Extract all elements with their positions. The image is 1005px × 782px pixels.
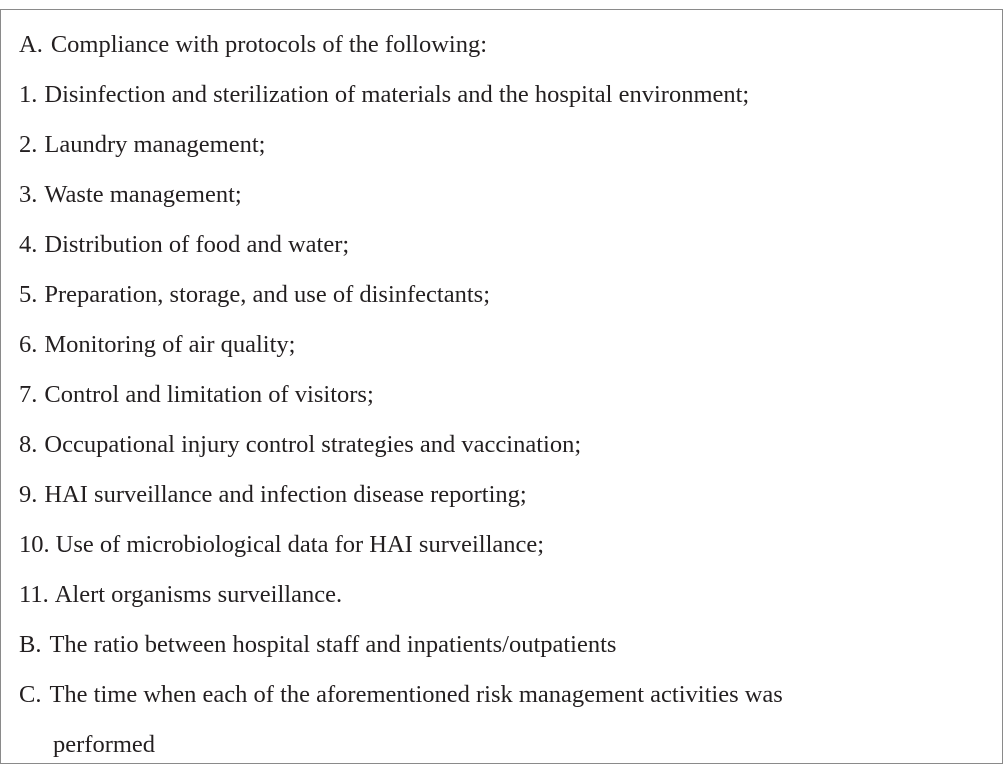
list-item-4: [19, 220, 992, 270]
item-text: Disinfection and sterilization of materials and the hospital environment;: [44, 81, 750, 108]
item-text: HAI surveillance and infection disease reporting;: [44, 481, 527, 508]
item-text: Compliance with protocols of the following:: [50, 31, 487, 58]
item-number: 10.: [19, 531, 50, 558]
list-item-9: [19, 470, 992, 520]
item-text: Monitoring of air quality;: [44, 331, 296, 358]
item-number: 3.: [19, 181, 38, 208]
list-item-8: [19, 420, 992, 470]
list-item-1: [19, 70, 992, 120]
item-number: 2.: [19, 131, 38, 158]
item-number: B.: [19, 631, 42, 658]
item-number: C.: [19, 681, 42, 708]
item-text: Control and limitation of visitors;: [44, 381, 374, 408]
list-item-6: [19, 320, 992, 370]
item-text: Alert organisms surveillance.: [54, 581, 343, 608]
item-number: 1.: [19, 81, 38, 108]
item-text: Distribution of food and water;: [44, 231, 350, 258]
list-item-2: [19, 120, 992, 170]
checklist: [19, 20, 992, 770]
item-number: 9.: [19, 481, 38, 508]
item-text: Laundry management;: [44, 131, 266, 158]
item-number: 4.: [19, 231, 38, 258]
item-text: Use of microbiological data for HAI surveillance;: [55, 531, 545, 558]
item-number: 7.: [19, 381, 38, 408]
list-item-10: [19, 520, 992, 570]
list-item-5: [19, 270, 992, 320]
item-number: A.: [19, 31, 43, 58]
item-number: 5.: [19, 281, 38, 308]
section-a-heading: [19, 20, 992, 70]
item-text: The time when each of the aforementioned risk management activities was: [49, 681, 783, 708]
section-b-item: [19, 620, 992, 670]
list-item-3: [19, 170, 992, 220]
item-text: Preparation, storage, and use of disinfectants;: [44, 281, 491, 308]
item-text: Waste management;: [44, 181, 242, 208]
section-c-continuation: [19, 720, 992, 770]
list-item-11: [19, 570, 992, 620]
checklist-table: [0, 9, 1003, 764]
item-text: Occupational injury control strategies and vaccination;: [44, 431, 582, 458]
item-number: 11.: [19, 581, 49, 608]
list-item-7: [19, 370, 992, 420]
item-text: The ratio between hospital staff and inpatients/outpatients: [49, 631, 617, 658]
section-c-item: [19, 670, 992, 720]
item-text: performed: [53, 731, 156, 758]
item-number: 8.: [19, 431, 38, 458]
item-number: 6.: [19, 331, 38, 358]
